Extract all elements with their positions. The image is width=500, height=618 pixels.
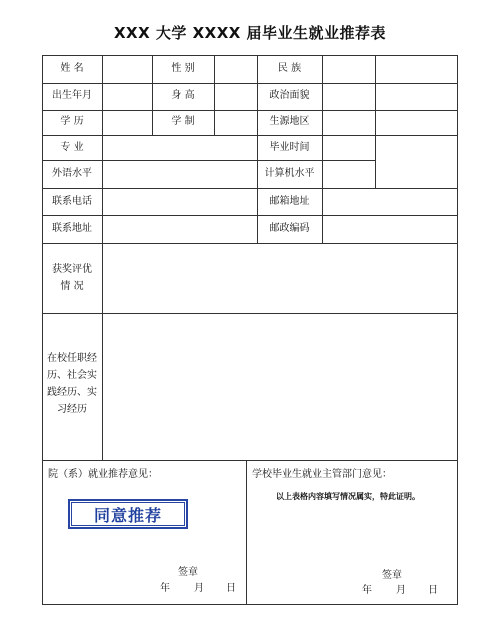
label-awards-line1: 获奖评优 <box>52 264 92 275</box>
school-certification-note: 以上表格内容填写情况属实，特此证明。 <box>276 491 420 501</box>
label-postcode: 邮政编码 <box>269 223 310 234</box>
label-phone: 联系电话 <box>52 196 92 207</box>
label-name: 姓 名 <box>60 63 84 74</box>
label-awards-line2: 情 况 <box>60 281 84 292</box>
label-campus-line2: 历、社会实 <box>47 370 97 381</box>
label-system: 学 制 <box>171 116 195 127</box>
label-campus <box>42 350 102 418</box>
date-month-left: 月 <box>194 583 204 594</box>
label-gender: 性 别 <box>171 63 195 74</box>
label-ethnicity: 民 族 <box>277 63 302 74</box>
label-email: 邮箱地址 <box>269 196 310 207</box>
label-campus-line3: 践经历、实 <box>47 387 97 398</box>
label-language: 外语水平 <box>52 168 92 179</box>
label-campus-line4: 习经历 <box>57 404 87 415</box>
page-title: XXX 大学 XXXX 届毕业生就业推荐表 <box>113 24 387 42</box>
recommendation-form <box>42 55 458 605</box>
date-year-left: 年 <box>160 583 170 594</box>
date-day-right: 日 <box>428 585 438 596</box>
date-year-right: 年 <box>362 585 372 596</box>
date-day-left: 日 <box>226 583 236 594</box>
label-major: 专 业 <box>60 142 84 153</box>
approval-stamp: 同意推荐 <box>68 499 188 529</box>
label-education: 学 历 <box>60 116 84 127</box>
date-month-right: 月 <box>396 585 406 596</box>
label-political: 政治面貌 <box>269 90 310 101</box>
label-campus-line1: 在校任职经 <box>47 353 97 364</box>
label-birth: 出生年月 <box>52 90 92 101</box>
seal-left: 签章 <box>178 567 198 578</box>
dept-opinion-label: 院（系）就业推荐意见： <box>48 469 158 480</box>
school-opinion-label: 学校毕业生就业主管部门意见： <box>252 469 392 480</box>
seal-right: 签章 <box>382 570 402 581</box>
label-computer: 计算机水平 <box>264 168 315 179</box>
label-height: 身 高 <box>171 90 195 101</box>
label-awards <box>42 261 102 295</box>
label-grad-time: 毕业时间 <box>269 142 310 153</box>
label-address: 联系地址 <box>52 223 92 234</box>
label-origin: 生源地区 <box>269 116 310 127</box>
